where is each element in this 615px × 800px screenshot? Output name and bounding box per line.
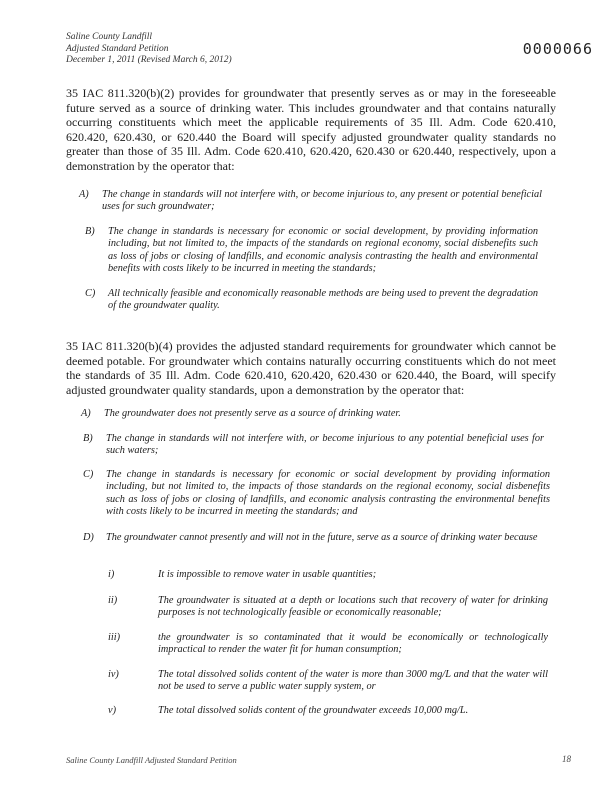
list-item [85,288,538,313]
running-header [66,32,232,67]
paragraph-potable-groundwater: 35 IAC 811.320(b)(2) provides for groundwater that presently serves as or may in the foreseeable future served as a source of drinking water. This includes groundwater and that contains naturally occurring constituents which meet the applicable requirements of 35 Ill. Adm. Code 620.410, 620.420, 620.430, or 620.440 the Board will specify adjusted groundwater quality standards no greater than those of 35 Ill. Adm. Code 620.410, 620.420, 620.430 or 620.440, respectively, upon a demonstration by the operator that: [66,86,556,173]
list-marker: B) [85,226,95,237]
sublist-item-text: It is impossible to remove water in usable quantities; [158,569,377,580]
header-line-date: December 1, 2011 (Revised March 6, 2012) [66,55,232,65]
list-item [83,433,544,458]
sublist-item [108,595,548,620]
list-item [83,532,544,544]
running-footer: Saline County Landfill Adjusted Standard Petition [66,755,237,765]
list-marker: A) [81,408,91,419]
sublist-item [108,705,548,717]
list-item-text: The change in standards is necessary for economic or social development by providing information including, but not limited to, the impacts of those standards on the regional economy, social disbenefits such as loss of jobs or closing of landfills, and economic analysis contrasting the environmental benefits with costs likely to be incurred in meeting the standards; and [106,469,550,518]
sublist-item [108,669,548,694]
sublist-marker: iii) [108,632,121,643]
sublist-marker: i) [108,569,115,580]
list-item-text: The groundwater cannot presently and will not in the future, serve as a source of drinking water because [106,532,538,543]
sublist-item [108,632,548,657]
list-item [81,408,544,420]
sublist-marker: v) [108,705,116,716]
list-item-text: The change in standards will not interfere with, or become injurious to, any present or potential beneficial uses for such groundwater; [102,189,542,213]
sublist-marker: ii) [108,595,118,606]
list-item-text: The change in standards will not interfere with, or become injurious to any potential beneficial uses for such waters; [106,433,544,457]
list-item [79,189,542,214]
list-marker: B) [83,433,93,444]
list-item-text: The groundwater does not presently serve as a source of drinking water. [104,408,401,419]
sublist-item-text: the groundwater is so contaminated that it would be economically or technologically impractical to render the water fit for human consumption; [158,632,548,656]
page-number: 18 [562,754,571,764]
list-marker: C) [83,469,94,480]
sublist-item-text: The total dissolved solids content of the groundwater exceeds 10,000 mg/L. [158,705,469,716]
list-item-text: All technically feasible and economically reasonable methods are being used to prevent the degradation of the groundwater quality. [108,288,538,312]
sublist-item [108,569,548,581]
list-item-text: The change in standards is necessary for economic or social development, by providing information including, but not limited to, the impacts of the standards on regional economy, social disbenefits such as loss of jobs or closing of landfills, and economic analysis contrasting the health and environmental benefits with costs likely to be incurred in meeting the standards; [108,226,538,275]
list-item [85,226,538,276]
list-item [83,469,550,519]
document-stamp-number: 0000066 [522,40,593,58]
list-marker: C) [85,288,96,299]
sublist-item-text: The total dissolved solids content of the water is more than 3000 mg/L and that the water will not be used to serve a public water supply system, or [158,669,548,693]
sublist-item-text: The groundwater is situated at a depth or locations such that recovery of water for drinking purposes is not technologically feasible or economically reasonable; [158,595,548,619]
header-line-facility: Saline County Landfill [66,32,153,42]
list-marker: D) [83,532,94,543]
list-marker: A) [79,189,89,200]
sublist-marker: iv) [108,669,119,680]
paragraph-nonpotable-groundwater: 35 IAC 811.320(b)(4) provides the adjusted standard requirements for groundwater which cannot be deemed potable. For groundwater which contains naturally occurring constituents which do not meet the standards of 35 Ill. Adm. Code 620.410, 620.420, 620.430 or 620.440, the Board, will specify adjusted groundwater quality standards, upon a demonstration by the operator that: [66,339,556,397]
header-line-title: Adjusted Standard Petition [66,43,169,54]
